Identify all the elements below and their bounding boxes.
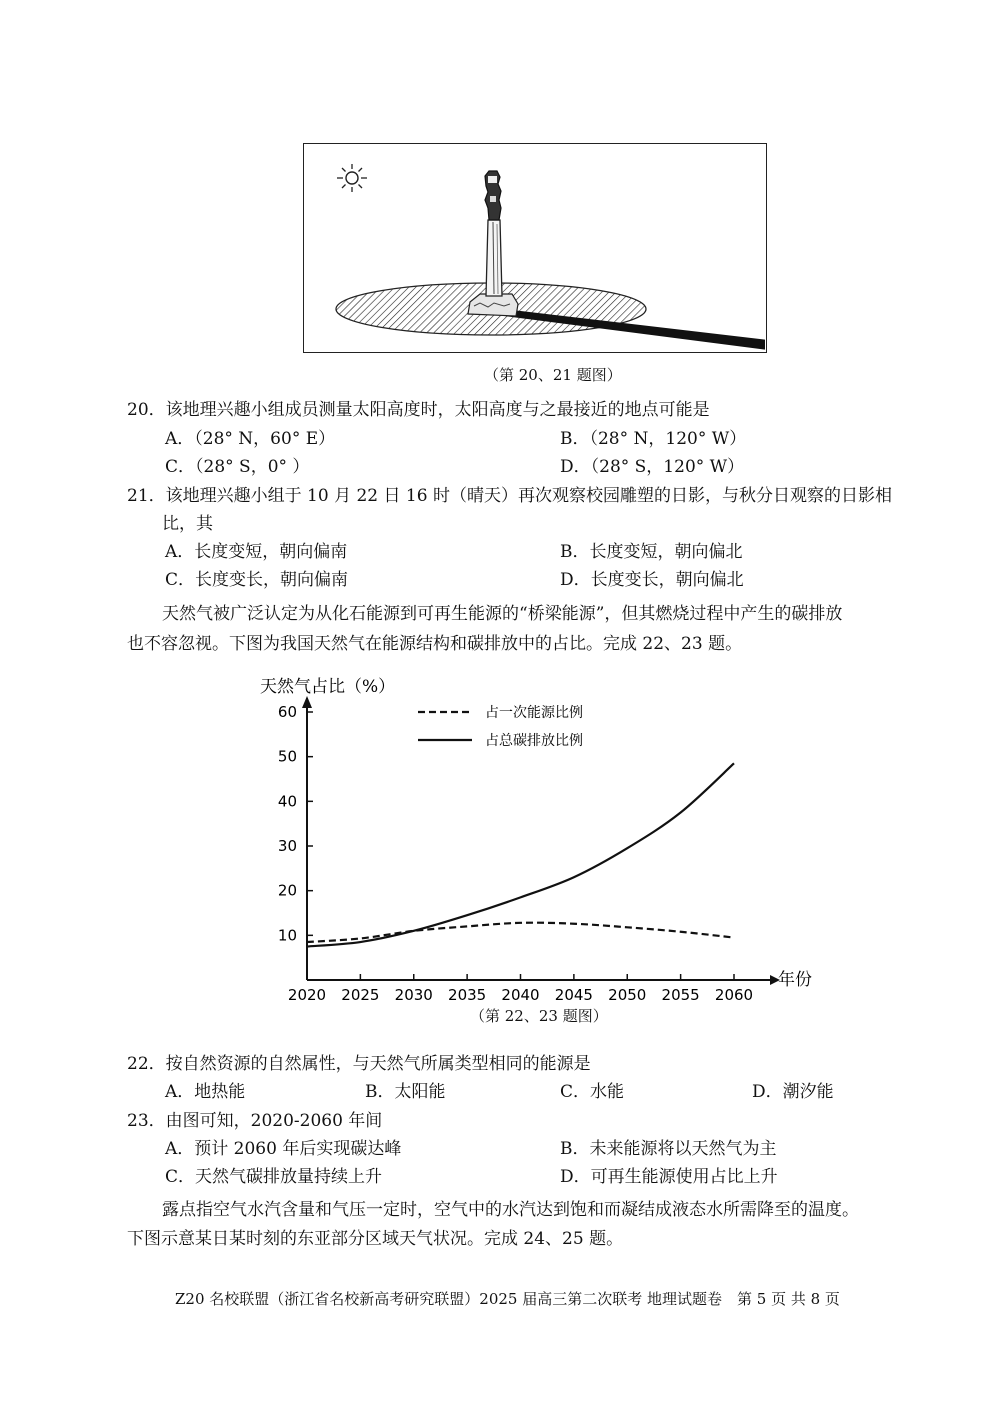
chart-x-axis-label: 年份 xyxy=(778,970,812,990)
sculpture-shadow-illustration xyxy=(304,144,765,351)
q23-option-b: B．未来能源将以天然气为主 xyxy=(560,1139,777,1159)
intro24-line2: 下图示意某日某时刻的东亚部分区域天气状况。完成 24、25 题。 xyxy=(127,1229,624,1249)
legend-label: 占总碳排放比例 xyxy=(485,733,583,749)
x-tick-label: 2030 xyxy=(394,986,433,1004)
x-tick-label: 2035 xyxy=(448,986,487,1004)
q20-stem: 20．该地理兴趣小组成员测量太阳高度时，太阳高度与之最接近的地点可能是 xyxy=(127,400,710,420)
q22-option-d: D．潮汐能 xyxy=(752,1082,834,1102)
sculpture-shadow-figure xyxy=(303,143,767,353)
figure1-caption: （第 20、21 题图） xyxy=(484,366,622,384)
x-tick-label: 2060 xyxy=(714,986,754,1004)
y-tick-label: 10 xyxy=(277,926,297,945)
chart-y-axis-label: 天然气占比（%） xyxy=(260,677,396,697)
q21-option-a: A．长度变短，朝向偏南 xyxy=(165,542,348,562)
legend-label: 占一次能源比例 xyxy=(485,705,583,721)
y-axis-arrow xyxy=(302,696,312,708)
q23-option-d: D．可再生能源使用占比上升 xyxy=(560,1167,778,1187)
y-tick-label: 30 xyxy=(277,837,297,855)
q21-option-d: D．长度变长，朝向偏北 xyxy=(560,570,744,590)
q23-option-a: A．预计 2060 年后实现碳达峰 xyxy=(165,1139,402,1159)
y-tick-label: 20 xyxy=(277,881,297,900)
q20-option-b: B．（28° N，120° W） xyxy=(560,429,747,449)
q20-option-a: A．（28° N，60° E） xyxy=(165,429,336,449)
q21-stem-line2: 比，其 xyxy=(162,514,213,534)
q21-option-b: B．长度变短，朝向偏北 xyxy=(560,542,743,562)
q20-option-d: D．（28° S，120° W） xyxy=(560,457,745,477)
x-tick-label: 2040 xyxy=(501,986,540,1004)
y-tick-label: 40 xyxy=(277,792,297,811)
x-tick-label: 2045 xyxy=(554,986,593,1004)
series-primary-energy-share xyxy=(307,923,734,942)
page-footer: Z20 名校联盟（浙江省名校新高考研究联盟）2025 届高三第二次联考 地理试题卷 第 5 页 共 8 页 xyxy=(175,1290,840,1308)
intro22-line1: 天然气被广泛认定为从化石能源到可再生能源的“桥梁能源”，但其燃烧过程中产生的碳排放 xyxy=(162,604,843,624)
series-carbon-emission-share xyxy=(307,763,734,946)
chart-caption-text: （第 22、23 题图） xyxy=(470,1007,608,1025)
q23-option-c: C．天然气碳排放量持续上升 xyxy=(165,1167,383,1187)
intro24-line1: 露点指空气水汽含量和气压一定时，空气中的水汽达到饱和而凝结成液态水所需降至的温度。 xyxy=(162,1200,859,1220)
y-tick-label: 60 xyxy=(277,703,297,721)
q22-stem: 22．按自然资源的自然属性，与天然气所属类型相同的能源是 xyxy=(127,1054,591,1074)
x-tick-label: 2055 xyxy=(661,986,700,1004)
q23-stem: 23．由图可知，2020-2060 年间 xyxy=(127,1111,383,1131)
q21-stem-line1: 21．该地理兴趣小组于 10 月 22 日 16 时（晴天）再次观察校园雕塑的日影，与秋分日观察的日影相 xyxy=(127,486,892,506)
q20-option-c: C．（28° S，0° ） xyxy=(165,457,310,477)
q22-option-a: A．地热能 xyxy=(165,1082,246,1102)
q22-option-b: B．太阳能 xyxy=(365,1082,446,1102)
x-tick-label: 2050 xyxy=(608,986,647,1004)
chart-svg xyxy=(240,668,820,1013)
q22-option-c: C．水能 xyxy=(560,1082,625,1102)
gas-share-chart xyxy=(240,668,820,1013)
y-tick-label: 50 xyxy=(277,747,297,766)
x-tick-label: 2020 xyxy=(287,986,327,1004)
q21-option-c: C．长度变长，朝向偏南 xyxy=(165,570,349,590)
sun-icon xyxy=(337,164,367,192)
intro22-line2: 也不容忽视。下图为我国天然气在能源结构和碳排放中的占比。完成 22、23 题。 xyxy=(127,634,743,654)
x-tick-label: 2025 xyxy=(341,986,380,1004)
